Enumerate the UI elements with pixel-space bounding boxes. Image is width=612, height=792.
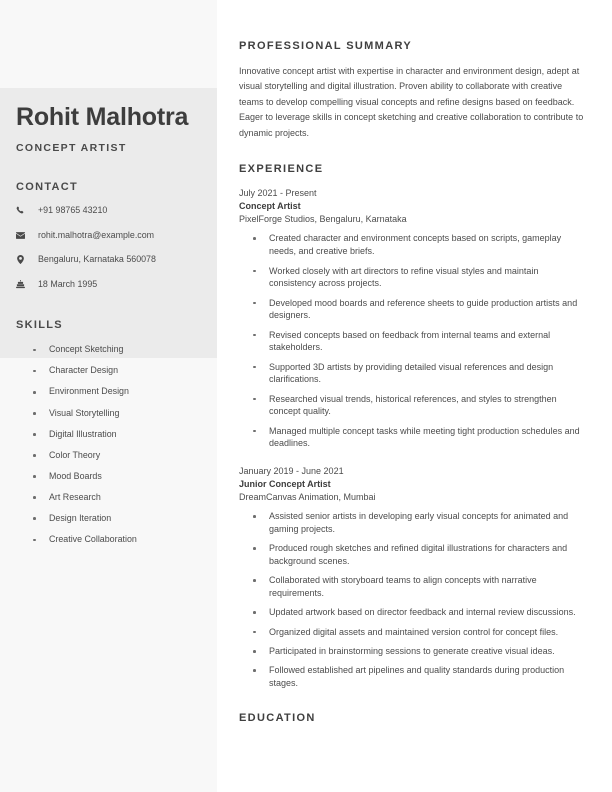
skills-list bbox=[16, 344, 201, 545]
job-title: Junior Concept Artist bbox=[239, 479, 331, 490]
candidate-role: CONCEPT ARTIST bbox=[16, 142, 127, 154]
job-bullet: Organized digital assets and maintained version control for concept files. bbox=[239, 626, 586, 639]
job-dates: July 2021 - Present bbox=[239, 188, 317, 199]
skills-section-heading: SKILLS bbox=[16, 319, 63, 332]
birthday-cake-icon bbox=[16, 280, 38, 289]
job-bullet: Collaborated with storyboard teams to align concepts with narrative requirements. bbox=[239, 574, 586, 600]
job-bullet: Followed established art pipelines and quality standards during production stages. bbox=[239, 664, 586, 690]
summary-section-heading: PROFESSIONAL SUMMARY bbox=[239, 40, 413, 52]
contact-value-location: Bengaluru, Karnataka 560078 bbox=[38, 254, 156, 265]
experience-entry bbox=[239, 465, 586, 690]
contact-value-birthdate: 18 March 1995 bbox=[38, 278, 98, 289]
job-bullet: Managed multiple concept tasks while meeting tight production schedules and deadlines. bbox=[239, 425, 586, 451]
job-bullet: Revised concepts based on feedback from internal teams and external stakeholders. bbox=[239, 329, 586, 355]
job-bullet: Participated in brainstorming sessions to generate creative visual ideas. bbox=[239, 645, 586, 658]
email-icon bbox=[16, 231, 38, 240]
skill-item: Concept Sketching bbox=[16, 344, 201, 356]
job-dates: January 2019 - June 2021 bbox=[239, 466, 344, 477]
skill-item: Design Iteration bbox=[16, 513, 201, 525]
job-title: Concept Artist bbox=[239, 201, 301, 212]
experience-entry bbox=[239, 187, 586, 450]
job-bullet-list bbox=[239, 232, 586, 450]
job-bullet: Supported 3D artists by providing detailed visual references and design clarifications. bbox=[239, 361, 586, 387]
contact-item-phone bbox=[16, 205, 201, 217]
sidebar-content bbox=[0, 0, 217, 546]
name-block bbox=[16, 0, 201, 154]
location-pin-icon bbox=[16, 255, 38, 264]
job-bullet-list bbox=[239, 510, 586, 689]
phone-icon bbox=[16, 206, 38, 215]
job-bullet: Developed mood boards and reference sheets to guide production artists and designers. bbox=[239, 297, 586, 323]
job-company: PixelForge Studios, Bengaluru, Karnataka bbox=[239, 214, 407, 225]
skill-item: Visual Storytelling bbox=[16, 408, 201, 420]
experience-section-heading: EXPERIENCE bbox=[239, 163, 324, 176]
job-bullet: Created character and environment concepts based on scripts, gameplay needs, and creative briefs. bbox=[239, 232, 586, 258]
job-bullet: Produced rough sketches and refined digital illustrations for characters and background scenes. bbox=[239, 542, 586, 568]
skill-item: Mood Boards bbox=[16, 471, 201, 483]
contact-value-phone: +91 98765 43210 bbox=[38, 205, 108, 215]
summary-text: Innovative concept artist with expertise in character and environment design, adept at visual storytelling and digital illustration. Proven ability to collaborate with creative teams to develop compelling visual concepts and refine designs based on feedback. Eager to leverage skills in concept sketching and creative collaboration to contribute to dynamic projects. bbox=[239, 66, 584, 138]
job-bullet: Updated artwork based on director feedback and internal review discussions. bbox=[239, 606, 586, 619]
contact-item-birthdate bbox=[16, 279, 201, 291]
contact-section-heading: CONTACT bbox=[16, 181, 79, 193]
education-section-heading: EDUCATION bbox=[239, 711, 316, 724]
contact-item-email bbox=[16, 230, 201, 242]
contact-item-location bbox=[16, 254, 201, 266]
job-bullet: Researched visual trends, historical references, and styles to strengthen concept quality. bbox=[239, 393, 586, 419]
candidate-name: Rohit Malhotra bbox=[16, 103, 189, 131]
main-column bbox=[217, 0, 612, 792]
skill-item: Environment Design bbox=[16, 386, 201, 398]
contact-value-email: rohit.malhotra@example.com bbox=[38, 229, 155, 240]
skill-item: Art Research bbox=[16, 492, 201, 504]
skill-item: Digital Illustration bbox=[16, 429, 201, 441]
job-company: DreamCanvas Animation, Mumbai bbox=[239, 492, 376, 503]
sidebar bbox=[0, 0, 217, 792]
skill-item: Color Theory bbox=[16, 450, 201, 462]
job-bullet: Assisted senior artists in developing early visual concepts for animated and gaming projects. bbox=[239, 510, 586, 536]
skill-item: Character Design bbox=[16, 365, 201, 377]
contact-list bbox=[16, 205, 201, 290]
job-bullet: Worked closely with art directors to refine visual styles and maintain consistency across projects. bbox=[239, 265, 586, 291]
skill-item: Creative Collaboration bbox=[16, 534, 201, 546]
